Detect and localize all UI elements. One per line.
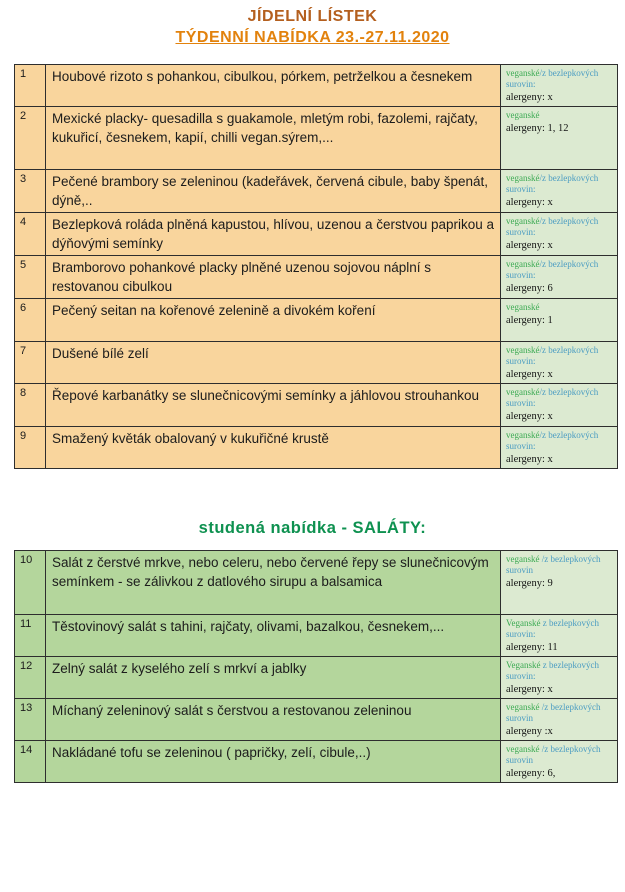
menu-row [15, 256, 618, 299]
diet-label-vegan: veganské [506, 68, 540, 78]
item-description: Nakládané tofu se zeleninou ( papričky, zelí, cibule,..) [46, 741, 501, 783]
diet-label [506, 660, 614, 682]
item-number: 10 [15, 551, 46, 615]
item-description: Salát z čerstvé mrkve, nebo celeru, nebo červené řepy se slunečnicovým semínkem - se zálivkou z datlového sirupu a balsamica [46, 551, 501, 615]
item-description: Houbové rizoto s pohankou, cibulkou, pórkem, petrželkou a česnekem [46, 65, 501, 107]
item-number: 2 [15, 107, 46, 170]
diet-label [506, 345, 614, 367]
diet-label [506, 173, 614, 195]
allergens-label: alergeny: x [506, 369, 553, 380]
item-diet-info-cell [501, 107, 618, 170]
menu-row [15, 299, 618, 342]
diet-label [506, 302, 614, 313]
item-diet-info-cell [501, 657, 618, 699]
allergens-label: alergeny: x [506, 684, 553, 695]
page-subtitle: TÝDENNÍ NABÍDKA 23.-27.11.2020 [175, 29, 450, 46]
menu-document [0, 8, 625, 892]
item-diet-info-cell [501, 427, 618, 469]
item-description: Řepové karbanátky se slunečnicovými semínky a jáhlovou strouhankou [46, 384, 501, 427]
diet-label-vegan: veganské [506, 430, 540, 440]
diet-label-glutenfree: /z bezlepkových surovin: [506, 430, 599, 451]
item-number: 5 [15, 256, 46, 299]
menu-row [15, 615, 618, 657]
diet-label-glutenfree: z bezlepkových surovin: [506, 618, 599, 639]
allergens-label: alergeny: x [506, 197, 553, 208]
item-description: Mexické placky- quesadilla s guakamole, mletým robi, fazolemi, rajčaty, kukuřicí, česnekem, kapií, chilli vegan.sýrem,... [46, 107, 501, 170]
allergens-label: alergeny: 1, 12 [506, 123, 569, 134]
diet-label [506, 387, 614, 409]
hot-dishes-table-body [15, 65, 618, 469]
diet-label [506, 216, 614, 238]
menu-row [15, 699, 618, 741]
menu-row [15, 213, 618, 256]
salads-table [14, 550, 618, 783]
diet-label [506, 554, 614, 576]
item-description: Pečené brambory se zeleninou (kadeřávek, červená cibule, baby špenát, dýně,.. [46, 170, 501, 213]
menu-row [15, 107, 618, 170]
diet-label [506, 702, 614, 724]
diet-label-glutenfree: /z bezlepkových surovin: [506, 173, 599, 194]
item-description: Zelný salát z kyselého zelí s mrkví a jablky [46, 657, 501, 699]
item-number: 9 [15, 427, 46, 469]
diet-label-vegan: veganské [506, 216, 540, 226]
item-number: 13 [15, 699, 46, 741]
item-diet-info-cell [501, 551, 618, 615]
diet-label [506, 430, 614, 452]
item-diet-info-cell [501, 699, 618, 741]
menu-row [15, 427, 618, 469]
diet-label [506, 259, 614, 281]
diet-label-vegan: veganské [506, 554, 540, 564]
item-diet-info-cell [501, 170, 618, 213]
allergens-label: alergeny: x [506, 454, 553, 465]
menu-row [15, 170, 618, 213]
allergens-label: alergeny: 6 [506, 283, 553, 294]
allergens-label: alergeny: 11 [506, 642, 558, 653]
diet-label [506, 68, 614, 90]
diet-label-glutenfree: /z bezlepkových surovin: [506, 68, 599, 89]
diet-label-glutenfree: /z bezlepkových surovin [506, 554, 601, 575]
diet-label-vegan: veganské [506, 345, 540, 355]
allergens-label: alergeny: x [506, 240, 553, 251]
allergens-label: alergeny: x [506, 92, 553, 103]
diet-label-glutenfree: /z bezlepkových surovin [506, 744, 601, 765]
item-diet-info-cell [501, 342, 618, 384]
menu-row [15, 342, 618, 384]
diet-label [506, 618, 614, 640]
hot-dishes-table [14, 64, 618, 469]
menu-row [15, 741, 618, 783]
diet-label-vegan: veganské [506, 302, 540, 312]
item-number: 12 [15, 657, 46, 699]
diet-label-glutenfree: /z bezlepkových surovin: [506, 345, 599, 366]
item-diet-info-cell [501, 741, 618, 783]
diet-label [506, 744, 614, 766]
allergens-label: alergeny :x [506, 726, 553, 737]
item-description: Míchaný zeleninový salát s čerstvou a restovanou zeleninou [46, 699, 501, 741]
diet-label-vegan: veganské [506, 259, 540, 269]
diet-label-vegan: veganské [506, 387, 540, 397]
diet-label-vegan: Veganské [506, 660, 541, 670]
item-diet-info-cell [501, 256, 618, 299]
item-description: Bezlepková roláda plněná kapustou, hlívou, uzenou a čerstvou paprikou a dýňovými semínky [46, 213, 501, 256]
allergens-label: alergeny: 9 [506, 578, 553, 589]
item-number: 14 [15, 741, 46, 783]
item-number: 3 [15, 170, 46, 213]
item-diet-info-cell [501, 213, 618, 256]
allergens-label: alergeny: 1 [506, 315, 553, 326]
diet-label [506, 110, 614, 121]
salads-table-body [15, 551, 618, 783]
diet-label-glutenfree: /z bezlepkových surovin [506, 702, 601, 723]
item-number: 4 [15, 213, 46, 256]
allergens-label: alergeny: x [506, 411, 553, 422]
item-diet-info-cell [501, 615, 618, 657]
allergens-label: alergeny: 6, [506, 768, 556, 779]
item-diet-info-cell [501, 299, 618, 342]
diet-label-vegan: veganské [506, 110, 540, 120]
item-number: 6 [15, 299, 46, 342]
menu-row [15, 65, 618, 107]
page-title: JÍDELNÍ LÍSTEK [247, 8, 378, 25]
item-description: Pečený seitan na kořenové zelenině a divokém koření [46, 299, 501, 342]
diet-label-glutenfree: /z bezlepkových surovin: [506, 259, 599, 280]
diet-label-glutenfree: /z bezlepkových surovin: [506, 387, 599, 408]
item-description: Těstovinový salát s tahini, rajčaty, olivami, bazalkou, česnekem,... [46, 615, 501, 657]
diet-label-glutenfree: /z bezlepkových surovin: [506, 216, 599, 237]
diet-label-vegan: Veganské [506, 618, 541, 628]
item-number: 1 [15, 65, 46, 107]
diet-label-vegan: veganské [506, 744, 540, 754]
item-description: Dušené bílé zelí [46, 342, 501, 384]
item-description: Smažený květák obalovaný v kukuřičné krustě [46, 427, 501, 469]
diet-label-vegan: veganské [506, 702, 540, 712]
item-diet-info-cell [501, 65, 618, 107]
salads-section-title: studená nabídka - SALÁTY: [198, 519, 427, 537]
item-number: 11 [15, 615, 46, 657]
item-number: 7 [15, 342, 46, 384]
item-number: 8 [15, 384, 46, 427]
menu-row [15, 551, 618, 615]
item-diet-info-cell [501, 384, 618, 427]
menu-row [15, 657, 618, 699]
item-description: Bramborovo pohankové placky plněné uzenou sojovou náplní s restovanou cibulkou [46, 256, 501, 299]
diet-label-glutenfree: z bezlepkových surovin: [506, 660, 599, 681]
menu-row [15, 384, 618, 427]
diet-label-vegan: veganské [506, 173, 540, 183]
